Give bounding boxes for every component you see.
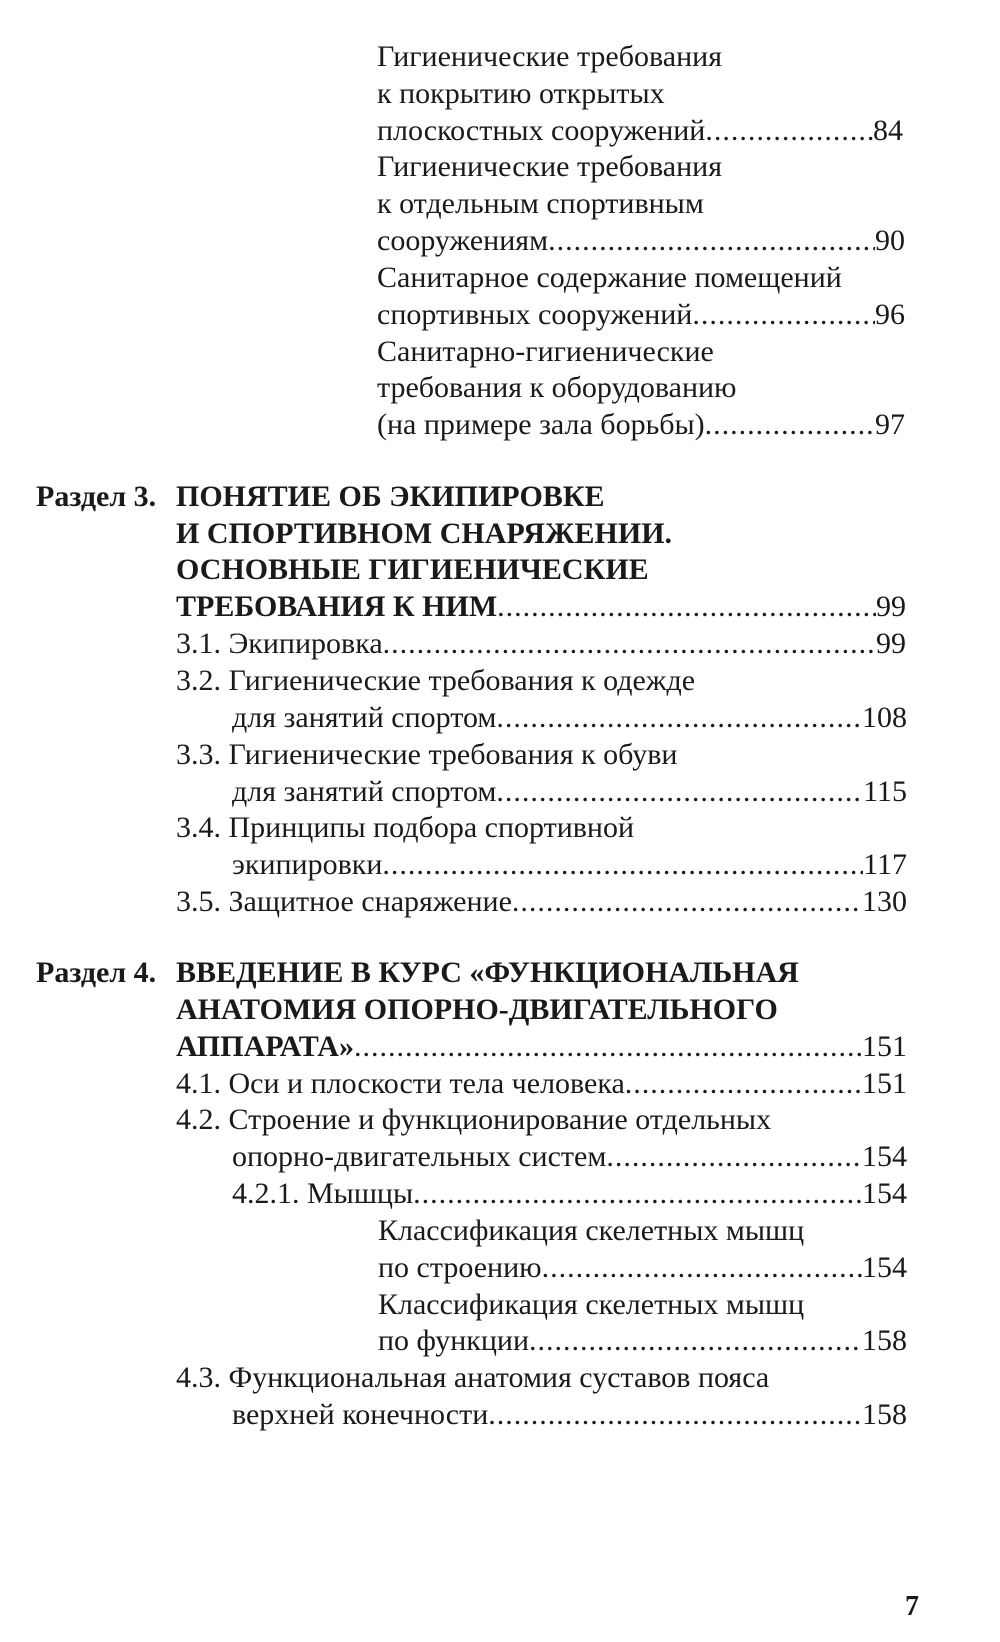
- toc-entry-text: верхней конечности: [232, 1398, 489, 1431]
- toc-entry-last-line[interactable]: [377, 406, 905, 444]
- toc-text-line: Гигиенические требования: [377, 150, 722, 183]
- page-ref: 158: [862, 1324, 907, 1357]
- toc-entry-text: 4.2.1. Мышцы: [232, 1177, 414, 1210]
- leader-dots: [692, 296, 875, 334]
- leader-dots: [625, 1065, 862, 1103]
- page-ref: 154: [862, 1251, 907, 1284]
- toc-entry-last-line[interactable]: [377, 222, 905, 260]
- section-title-line: ПОНЯТИЕ ОБ ЭКИПИРОВКЕ: [176, 480, 605, 513]
- toc-entry-last-line[interactable]: [232, 773, 907, 811]
- leader-dots: [548, 222, 875, 260]
- toc-entry-text: для занятий спортом: [232, 701, 497, 734]
- page-ref: 130: [862, 885, 907, 918]
- toc-entry-text: спортивных сооружений: [377, 298, 693, 331]
- toc-text-line: к отдельным спортивным: [377, 187, 704, 220]
- toc-entry-3-5[interactable]: [176, 883, 907, 921]
- page-ref: 99: [876, 627, 906, 660]
- leader-dots: [512, 883, 862, 921]
- section-title-line: ВВЕДЕНИЕ В КУРС «ФУНКЦИОНАЛЬНАЯ: [176, 956, 799, 989]
- toc-entry-text: плоскостных сооружений: [377, 114, 706, 147]
- toc-entry-4-1[interactable]: [176, 1065, 907, 1103]
- section-label: Раздел 3.: [36, 480, 157, 513]
- leader-dots: [542, 1249, 862, 1287]
- page-ref: 97: [875, 408, 905, 441]
- toc-entry-4-3: 4.3. Функциональная анатомия суставов пояса: [176, 1361, 770, 1394]
- section-title-line: ОСНОВНЫЕ ГИГИЕНИЧЕСКИЕ: [176, 553, 649, 586]
- toc-entry-text: 3.1. Экипировка: [176, 627, 383, 660]
- section-title-last-line[interactable]: [176, 1028, 907, 1066]
- toc-text-line: требования к оборудованию: [377, 371, 737, 404]
- leader-dots: [496, 773, 863, 811]
- page-ref: 117: [863, 848, 907, 881]
- leader-dots: [496, 699, 862, 737]
- toc-entry-4-2-1[interactable]: [232, 1175, 907, 1213]
- page-number: 7: [905, 1591, 919, 1622]
- page-ref: 90: [875, 224, 905, 257]
- toc-entry-last-line[interactable]: [377, 296, 905, 334]
- page-ref: 154: [862, 1140, 907, 1173]
- toc-entry-text: экипировки: [232, 848, 383, 881]
- toc-text-line: Классификация скелетных мышц: [378, 1214, 805, 1247]
- page-ref: 151: [862, 1030, 907, 1063]
- leader-dots: [382, 846, 863, 884]
- toc-entry-last-line[interactable]: [232, 846, 907, 884]
- toc-entry-text: по строению: [378, 1251, 542, 1284]
- leader-dots: [529, 1322, 862, 1360]
- page-ref: 151: [862, 1067, 907, 1100]
- toc-entry-text: 3.5. Защитное снаряжение: [176, 885, 512, 918]
- toc-entry-last-line[interactable]: [378, 1322, 907, 1360]
- toc-text-line: к покрытию открытых: [377, 77, 665, 110]
- page-ref: 115: [863, 775, 907, 808]
- toc-entry-text: сооружениям: [377, 224, 549, 257]
- leader-dots: [354, 1028, 862, 1066]
- toc-entry-3-4: 3.4. Принципы подбора спортивной: [176, 811, 635, 844]
- toc-entry-last-line[interactable]: [378, 1249, 907, 1287]
- toc-entry-4-2: 4.2. Строение и функционирование отдельных: [176, 1103, 772, 1136]
- toc-entry-3-2: 3.2. Гигиенические требования к одежде: [176, 664, 696, 697]
- leader-dots: [383, 625, 876, 663]
- page-ref: 108: [862, 701, 907, 734]
- leader-dots: [488, 1396, 862, 1434]
- toc-text-line: Санитарное содержание помещений: [377, 261, 842, 294]
- page-ref: 84: [873, 114, 903, 147]
- toc-entry-last-line[interactable]: [377, 112, 903, 150]
- leader-dots: [606, 1138, 862, 1176]
- page-ref: 99: [876, 590, 906, 623]
- toc-entry-text: по функции: [378, 1324, 530, 1357]
- toc-text-line: Гигиенические требования: [377, 40, 722, 73]
- page-ref: 96: [875, 298, 905, 331]
- section-title-text: АППАРАТА»: [176, 1030, 354, 1063]
- toc-text-line: Классификация скелетных мышц: [378, 1288, 805, 1321]
- toc-entry-last-line[interactable]: [232, 699, 907, 737]
- toc-entry-text: (на примере зала борьбы): [377, 408, 705, 441]
- section-title-line: АНАТОМИЯ ОПОРНО-ДВИГАТЕЛЬНОГО: [176, 993, 778, 1026]
- section-label: Раздел 4.: [36, 956, 157, 989]
- leader-dots: [705, 112, 873, 150]
- toc-entry-last-line[interactable]: [232, 1138, 907, 1176]
- toc-entry-text: для занятий спортом: [232, 775, 497, 808]
- section-title-text: ТРЕБОВАНИЯ К НИМ: [176, 590, 498, 623]
- page-ref: 154: [862, 1177, 907, 1210]
- leader-dots: [413, 1175, 862, 1213]
- section-title-last-line[interactable]: [176, 588, 906, 626]
- page-ref: 158: [862, 1398, 907, 1431]
- toc-entry-3-1[interactable]: [176, 625, 906, 663]
- toc-text-line: Санитарно-гигиенические: [377, 335, 714, 368]
- toc-entry-last-line[interactable]: [232, 1396, 907, 1434]
- leader-dots: [705, 406, 875, 444]
- section-title-line: И СПОРТИВНОМ СНАРЯЖЕНИИ.: [176, 517, 673, 550]
- toc-entry-text: 4.1. Оси и плоскости тела человека: [176, 1067, 625, 1100]
- leader-dots: [497, 588, 876, 626]
- toc-entry-text: опорно-двигательных систем: [232, 1140, 607, 1173]
- toc-entry-3-3: 3.3. Гигиенические требования к обуви: [176, 738, 678, 771]
